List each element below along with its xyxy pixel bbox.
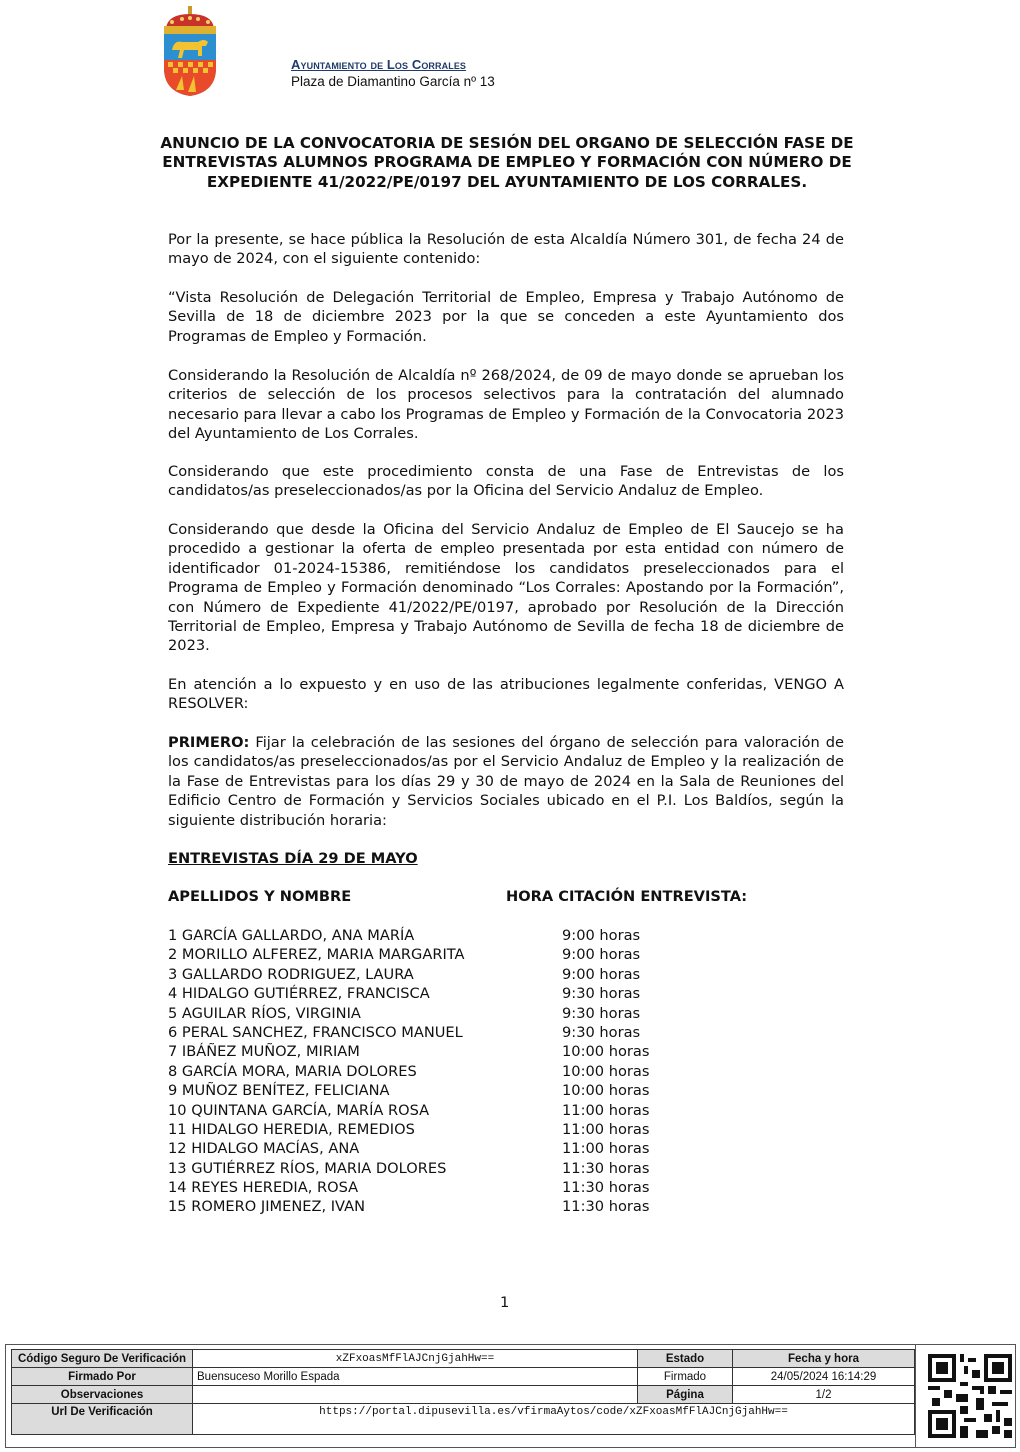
section-heading: ENTREVISTAS DÍA 29 DE MAYO (168, 850, 418, 867)
candidate-name: 10 QUINTANA GARCÍA, MARÍA ROSA (168, 1101, 430, 1119)
candidate-name: 4 HIDALGO GUTIÉRREZ, FRANCISCA (168, 985, 430, 1003)
list-item (168, 945, 728, 964)
csv-value: xZFxoasMfFlAJCnjGjahHw== (193, 1350, 638, 1368)
firmado-por-label: Firmado Por (12, 1368, 193, 1386)
interview-time: 11:30 horas (562, 1159, 650, 1177)
list-item (168, 1197, 728, 1216)
coat-of-arms-icon (158, 6, 222, 98)
interview-time: 11:30 horas (562, 1198, 650, 1216)
candidate-name: 15 ROMERO JIMENEZ, IVAN (168, 1198, 366, 1216)
list-item (168, 1004, 728, 1023)
csv-label: Código Seguro De Verificación (12, 1350, 193, 1368)
list-item (168, 1042, 728, 1061)
list-item (168, 1159, 728, 1178)
list-item (168, 984, 728, 1003)
primero-text: Fijar la celebración de las sesiones del órgano de selección para valoración de los candidatos/as preseleccionados/as por el Servicio Andaluz de Empleo y la realización de la Fase de Entrevistas para los días 29 y 30 de mayo de 2024 en la Sala de Reuniones del Edificio Centro de Formación y Servicios Sociales ubicado en el P.I. Los Baldíos, según la siguiente distribución horaria: (168, 734, 844, 829)
observaciones-value (193, 1386, 638, 1404)
organization-name: Ayuntamiento de Los Corrales (291, 57, 467, 72)
qr-code-icon (928, 1353, 1012, 1439)
list-item (168, 1120, 728, 1139)
candidate-name: 7 IBÁÑEZ MUÑOZ, MIRIAM (168, 1043, 360, 1061)
interview-time: 11:00 horas (562, 1101, 650, 1119)
candidate-name: 1 GARCÍA GALLARDO, ANA MARÍA (168, 927, 415, 944)
column-header-name: APELLIDOS Y NOMBRE (168, 888, 352, 905)
list-item (168, 1178, 728, 1197)
pagina-label: Página (638, 1386, 733, 1404)
interview-time: 9:00 horas (562, 965, 641, 983)
candidate-name: 3 GALLARDO RODRIGUEZ, LAURA (168, 965, 414, 983)
interview-time: 9:00 horas (562, 946, 641, 964)
interview-time: 9:30 horas (562, 1023, 641, 1041)
interview-time: 11:00 horas (562, 1140, 650, 1158)
interview-time: 10:00 horas (562, 1043, 650, 1061)
interview-list (168, 926, 728, 1217)
list-item (168, 1023, 728, 1042)
candidate-name: 13 GUTIÉRREZ RÍOS, MARIA DOLORES (168, 1159, 447, 1177)
candidate-name: 8 GARCÍA MORA, MARIA DOLORES (168, 1062, 417, 1080)
estado-value: Firmado (638, 1368, 733, 1386)
candidate-name: 14 REYES HEREDIA, ROSA (168, 1179, 359, 1197)
interview-time: 11:00 horas (562, 1120, 650, 1138)
list-item (168, 1062, 728, 1081)
candidate-name: 11 HIDALGO HEREDIA, REMEDIOS (168, 1120, 415, 1138)
organization-address: Plaza de Diamantino García nº 13 (291, 74, 495, 89)
document-title: ANUNCIO DE LA CONVOCATORIA DE SESIÓN DEL ORGANO DE SELECCIÓN FASE DE ENTREVISTAS ALUMNOS PROGRAMA DE EMPLEO Y FORMACIÓN CON NÚMERO DE EXPEDIENTE 41/2022/PE/0197 DEL AYUNTAMIENTO DE LOS CORRALES. (160, 134, 854, 191)
paragraph-resolver: En atención a lo expuesto y en uso de las atribuciones legalmente conferidas, VENGO A RESOLVER: (168, 676, 844, 713)
estado-label: Estado (638, 1350, 733, 1368)
candidate-name: 2 MORILLO ALFEREZ, MARIA MARGARITA (168, 946, 465, 964)
list-item (168, 926, 728, 945)
interview-time: 9:30 horas (562, 1004, 641, 1022)
list-item (168, 1139, 728, 1158)
list-item (168, 1101, 728, 1120)
paragraph-primero (168, 733, 844, 830)
list-item (168, 965, 728, 984)
qr-container (915, 1345, 1016, 1447)
interview-time: 10:00 horas (562, 1062, 650, 1080)
paragraph-intro: Por la presente, se hace pública la Resolución de esta Alcaldía Número 301, de fecha 24 de mayo de 2024, con el siguiente contenido: (168, 231, 844, 268)
paragraph-considerando-2: Considerando que este procedimiento consta de una Fase de Entrevistas de los candidatos/as preseleccionados/as por la Oficina del Servicio Andaluz de Empleo. (168, 463, 844, 500)
interview-time: 9:00 horas (562, 927, 641, 944)
verification-table (11, 1349, 915, 1435)
observaciones-label: Observaciones (12, 1386, 193, 1404)
page-number: 1 (500, 1294, 510, 1311)
paragraph-considerando-3: Considerando que desde la Oficina del Servicio Andaluz de Empleo de El Saucejo se ha procedido a gestionar la oferta de empleo presentada por esta entidad con número de identificador 01-2024-15386, remitiéndose los candidatos preseleccionados para el Programa de Empleo y Formación denominado “Los Corrales: Apostando por la Formación”, con Número de Expediente 41/2022/PE/0197, aprobado por Resolución de la Dirección Territorial de Empleo, Empresa y Trabajo Autónomo de Sevilla de fecha 18 de diciembre de 2023. (168, 521, 844, 655)
candidate-name: 12 HIDALGO MACÍAS, ANA (168, 1140, 360, 1158)
paragraph-considerando-1: Considerando la Resolución de Alcaldía nº 268/2024, de 09 de mayo donde se aprueban los criterios de selección de los procesos selectivos para la contratación del alumnado necesario para llevar a cabo los Programas de Empleo y Formación de la Convocatoria 2023 del Ayuntamiento de Los Corrales. (168, 367, 844, 443)
candidate-name: 5 AGUILAR RÍOS, VIRGINIA (168, 1004, 361, 1022)
firmado-por-value: Buensuceso Morillo Espada (193, 1368, 638, 1386)
interview-time: 10:00 horas (562, 1082, 650, 1100)
primero-label: PRIMERO: (168, 734, 250, 751)
column-header-time: HORA CITACIÓN ENTREVISTA: (506, 888, 748, 905)
candidate-name: 6 PERAL SANCHEZ, FRANCISCO MANUEL (168, 1023, 463, 1041)
interview-time: 11:30 horas (562, 1179, 650, 1197)
fecha-value: 24/05/2024 16:14:29 (733, 1368, 915, 1386)
verification-url-link[interactable]: https://portal.dipusevilla.es/vfirmaAytos/code/xZFxoasMfFlAJCnjGjahHw== (193, 1404, 915, 1435)
candidate-name: 9 MUÑOZ BENÍTEZ, FELICIANA (168, 1082, 390, 1100)
url-label: Url De Verificación (12, 1404, 193, 1435)
pagina-value: 1/2 (733, 1386, 915, 1404)
list-item (168, 1081, 728, 1100)
fecha-label: Fecha y hora (733, 1350, 915, 1368)
interview-time: 9:30 horas (562, 985, 641, 1003)
paragraph-vista: “Vista Resolución de Delegación Territorial de Empleo, Empresa y Trabajo Autónomo de Sevilla de 18 de diciembre 2023 por la que se conceden a este Ayuntamiento dos Programas de Empleo y Formación. (168, 289, 844, 345)
verification-footer (5, 1344, 1016, 1448)
